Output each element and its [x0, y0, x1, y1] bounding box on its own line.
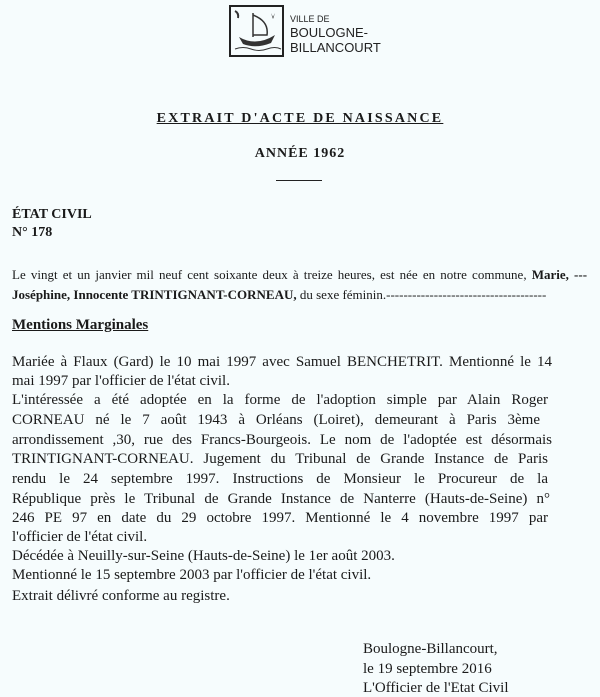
mention-line: L'intéressée a été adoptée en la forme de l'adoption simple par Alain Roger	[12, 392, 548, 408]
mention-line: 246 PE 97 en date du 29 octobre 1997. Mentionné le 4 novembre 1997 par	[12, 510, 548, 526]
mention-line: mai 1997 par l'officier de l'état civil.	[12, 373, 230, 389]
registry-number: N° 178	[12, 225, 53, 240]
mention-line: Mariée à Flaux (Gard) le 10 mai 1997 avec Samuel BENCHETRIT. Mentionné le 14	[12, 354, 552, 370]
logo-text-line: BOULOGNE-	[290, 25, 369, 40]
birth-record-line	[12, 267, 587, 283]
mention-line: République près le Tribunal de Grande Instance de Nanterre (Hauts-de-Seine) n°	[12, 491, 550, 507]
signature-place: Boulogne-Billancourt,	[363, 641, 498, 657]
given-name: Marie,	[531, 267, 569, 282]
mention-line: rendu le 24 septembre 1997. Instructions de Monsieur le Procureur de la	[12, 471, 548, 487]
mention-line: Décédée à Neuilly-sur-Seine (Hauts-de-Seine) le 1er août 2003.	[12, 548, 395, 564]
ship-coat-of-arms-icon	[229, 5, 284, 57]
signature-officer: L'Officier de l'Etat Civil	[363, 680, 509, 696]
signature-date: le 19 septembre 2016	[363, 661, 492, 677]
divider	[276, 180, 322, 181]
mention-line: TRINTIGNANT-CORNEAU. Jugement du Tribunal de Grande Instance de Paris	[12, 451, 548, 467]
document-year: ANNÉE 1962	[254, 146, 346, 161]
document-title	[0, 111, 600, 127]
mention-line: Mentionné le 15 septembre 2003 par l'officier de l'état civil.	[12, 567, 372, 583]
mention-line: CORNEAU né le 7 août 1943 à Orléans (Loiret), demeurant à Paris 3ème	[12, 412, 540, 428]
birth-record-text: du sexe féminin.-------------------------------------	[296, 287, 547, 302]
registry-label: ÉTAT CIVIL	[12, 207, 92, 222]
certification-text: Extrait délivré conforme au registre.	[12, 588, 230, 604]
document-title-text: EXTRAIT D'ACTE DE NAISSANCE	[156, 111, 444, 126]
birth-record-text: Le vingt et un janvier mil neuf cent soixante deux à treize heures, est née en notre commune,	[12, 267, 527, 282]
birth-record-line	[12, 287, 546, 303]
mentions-heading: Mentions Marginales	[12, 317, 149, 333]
logo-text-line: BILLANCOURT	[290, 40, 381, 55]
mention-line: l'officier de l'état civil.	[12, 529, 148, 545]
logo-text-line: VILLE DE	[290, 14, 330, 24]
filler-dashes: ---	[574, 267, 588, 282]
mention-line: arrondissement ,30, rue des Francs-Bourgeois. Le nom de l'adoptée est désormais	[12, 432, 552, 448]
full-name: Joséphine, Innocente TRINTIGNANT-CORNEAU,	[12, 287, 297, 302]
